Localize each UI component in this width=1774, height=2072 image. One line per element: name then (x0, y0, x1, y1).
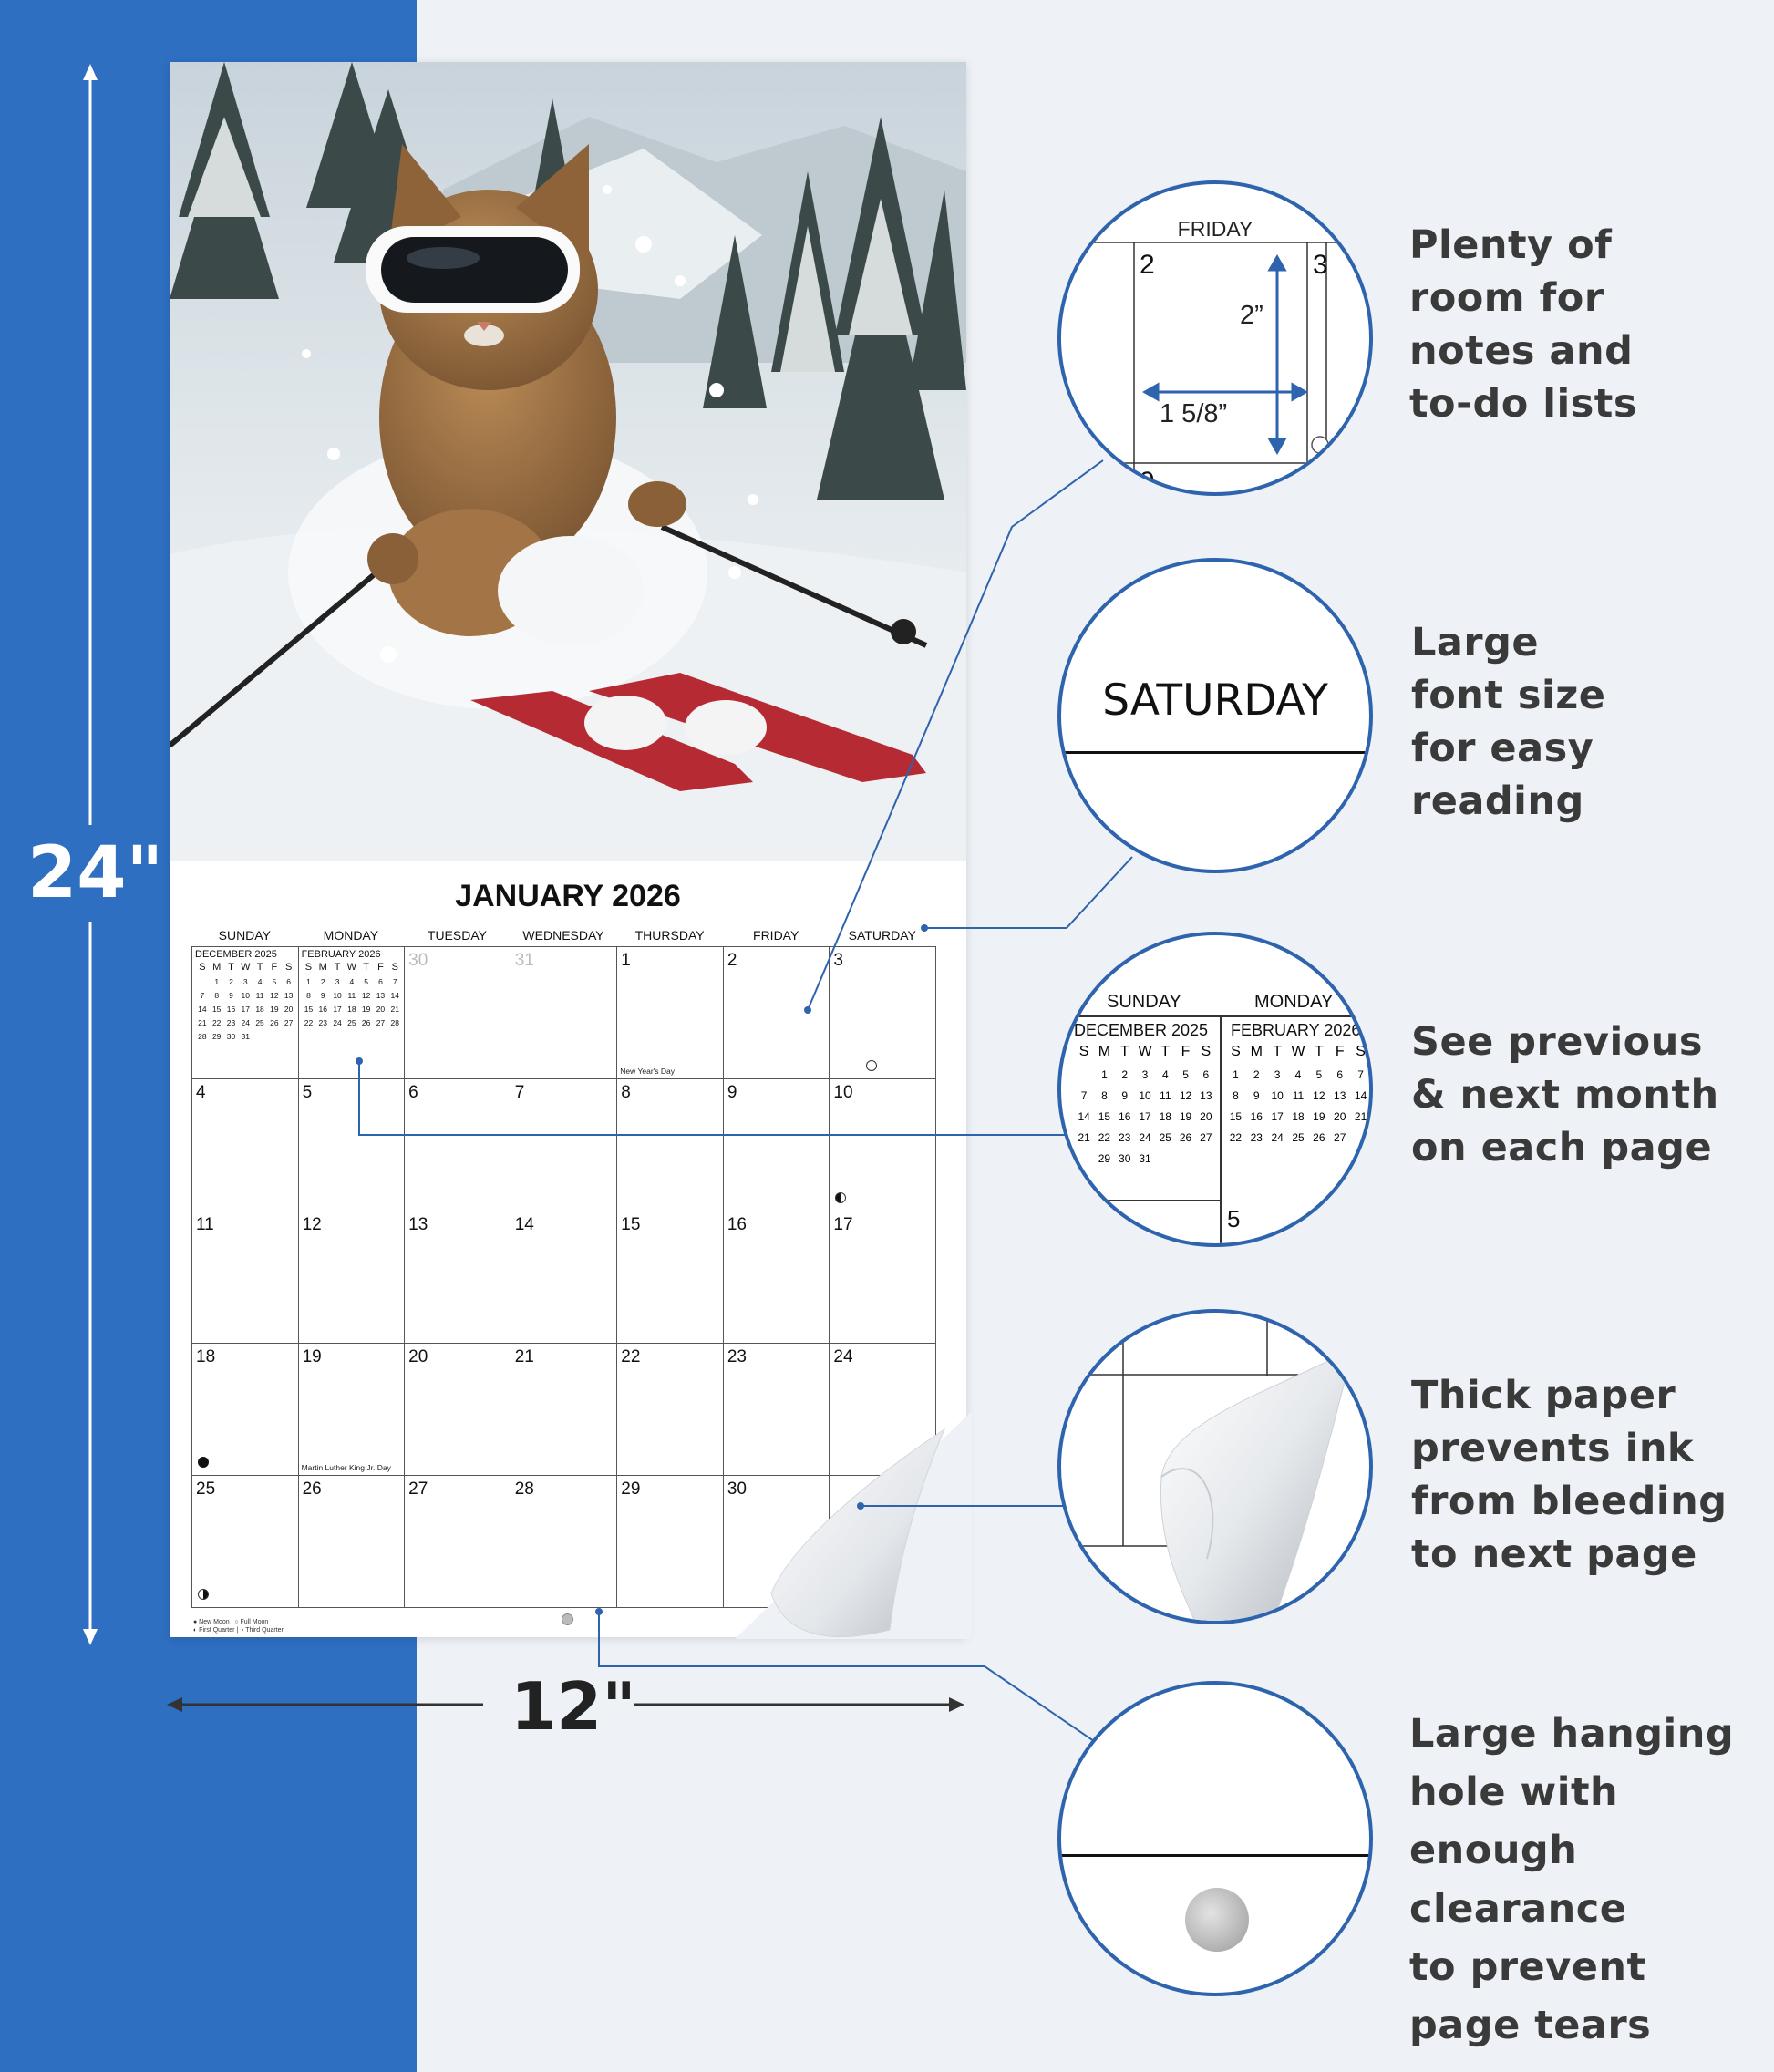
zoom-mini-day: 3 (1274, 1068, 1281, 1081)
day-cell (724, 1211, 830, 1344)
day-number: 15 (621, 1215, 641, 1234)
day-number: 13 (408, 1215, 428, 1234)
zoom-mini-day: 19 (1313, 1110, 1325, 1123)
zoom-mini-day: 3 (1141, 1068, 1149, 1081)
mini-day: 8 (306, 991, 311, 1000)
zoom-mini-day: 16 (1119, 1110, 1131, 1123)
zoom-mini-day: 20 (1334, 1110, 1346, 1123)
zoom-mini-day: 11 (1160, 1089, 1171, 1102)
zoom-mini-day: 5 (1315, 1068, 1323, 1081)
mini-weekday: W (346, 962, 357, 973)
hanging-hole (562, 1613, 573, 1625)
zoom-prev-month (1074, 1021, 1216, 1165)
zoom-weekday: T (1273, 1044, 1283, 1059)
month-title: JANUARY 2026 (455, 879, 681, 913)
mini-day: 10 (333, 991, 342, 1000)
day-cell (192, 947, 299, 1079)
day-cell (617, 1211, 724, 1344)
mini-day: 28 (198, 1032, 207, 1041)
mini-day: 23 (318, 1018, 327, 1027)
day-cell (830, 947, 936, 1079)
zoom-width-label: 1 5/8” (1160, 399, 1228, 428)
day-cell (511, 1344, 618, 1476)
day-cell (299, 1211, 406, 1344)
zoom-mini-day: 12 (1313, 1089, 1325, 1102)
feature-text: See previous & next month on each page (1411, 1019, 1719, 1170)
zoom-mini-day: 13 (1200, 1089, 1212, 1102)
zoom-mini-day: 6 (1336, 1068, 1344, 1081)
day-cell (299, 1079, 406, 1211)
zoom-day-right: MONDAY (1254, 992, 1334, 1012)
mini-day: 26 (270, 1018, 279, 1027)
weekday-header-row (191, 928, 935, 943)
zoom-rule (1061, 1015, 1369, 1017)
mini-weekday: F (271, 962, 278, 973)
day-number: 3 (833, 951, 843, 970)
mini-day: 18 (347, 1005, 356, 1014)
mini-day: 23 (226, 1018, 236, 1027)
mini-day: 27 (376, 1018, 386, 1027)
mini-day: 26 (361, 1018, 371, 1027)
day-number: 12 (302, 1215, 322, 1234)
mini-weekday: S (199, 962, 206, 973)
mini-day: 28 (390, 1018, 399, 1027)
mini-day: 25 (255, 1018, 264, 1027)
feature-large-font (1411, 616, 1605, 828)
day-number: 20 (408, 1347, 428, 1366)
mini-day: 15 (211, 1005, 222, 1014)
mini-day: 22 (211, 1018, 222, 1027)
mini-weekday: M (318, 962, 327, 973)
day-number: 27 (408, 1479, 428, 1499)
mini-day: 19 (270, 1005, 279, 1014)
feature-text: Plenty of room for notes and to-do lists (1409, 222, 1637, 427)
mini-day: 12 (361, 991, 371, 1000)
mini-month (302, 949, 403, 1027)
height-dimension-label: 24" (27, 825, 163, 922)
zoom-mini-day: 22 (1098, 1131, 1111, 1144)
zoom-mini-day: 11 (1292, 1089, 1305, 1102)
day-number: 10 (833, 1083, 853, 1102)
mini-day (267, 1032, 282, 1041)
mini-day: 7 (392, 977, 397, 986)
mini-day: 10 (241, 991, 250, 1000)
zoom-weekday: S (1201, 1044, 1212, 1059)
zoom-weekday: T (1160, 1044, 1171, 1059)
weekday-label: SATURDAY (848, 928, 916, 943)
legend-line: ● New Moon | ○ Full Moon (193, 1619, 269, 1625)
zoom-circle-font (1057, 558, 1373, 873)
zoom-mini-day: 31 (1139, 1152, 1151, 1165)
mini-day: 13 (376, 991, 386, 1000)
day-cell (192, 1079, 299, 1211)
zoom-mini-day: 23 (1119, 1131, 1131, 1144)
mini-day: 20 (376, 1005, 386, 1014)
day-cell (511, 1079, 618, 1211)
zoom-saturday-label: SATURDAY (1102, 675, 1328, 726)
zoom-weekday: S (1356, 1044, 1366, 1059)
zoom-mini-day: 26 (1313, 1131, 1325, 1144)
mini-day: 20 (284, 1005, 294, 1014)
day-cell (830, 1211, 936, 1344)
mini-month (195, 949, 296, 1041)
zoom-page-edge (1061, 1854, 1369, 1857)
mini-day: 14 (198, 1005, 207, 1014)
mini-weekday: W (241, 962, 251, 973)
mini-day: 27 (284, 1018, 294, 1027)
zoom-mini-day: 15 (1098, 1110, 1111, 1123)
day-number: 30 (727, 1479, 747, 1499)
mini-day: 11 (255, 991, 264, 1000)
zoom-mini-day: 29 (1098, 1152, 1111, 1165)
day-cell (405, 1079, 511, 1211)
day-number: 30 (408, 951, 428, 970)
day-number: 31 (514, 951, 534, 970)
mini-day: 15 (304, 1005, 314, 1014)
zoom-height-label: 2” (1240, 301, 1263, 330)
mini-day: 2 (320, 977, 325, 986)
mini-weekday: T (363, 962, 370, 973)
cat-skiing-photo (170, 62, 966, 861)
mini-day: 5 (272, 977, 277, 986)
zoom-mini-day: 10 (1139, 1089, 1151, 1102)
zoom-mini-day: 24 (1271, 1131, 1284, 1144)
day-cell (405, 1211, 511, 1344)
mini-weekday: M (212, 962, 222, 973)
mini-day: 17 (333, 1005, 342, 1014)
day-cell (617, 1476, 724, 1608)
day-cell (511, 1476, 618, 1608)
mini-weekday: T (228, 962, 234, 973)
zoom-mini-day: 12 (1179, 1089, 1192, 1102)
mini-day: 6 (378, 977, 383, 986)
zoom-mini-day (1074, 1068, 1094, 1081)
feature-prev-next-month (1411, 1015, 1719, 1174)
mini-weekday: T (256, 962, 263, 973)
zoom-weekday: T (1314, 1044, 1324, 1059)
mini-day: 3 (335, 977, 340, 986)
zoom-mini-day: 24 (1139, 1131, 1151, 1144)
zoom-mini-day: 13 (1334, 1089, 1346, 1102)
mini-day: 24 (333, 1018, 342, 1027)
mini-day: 24 (241, 1018, 250, 1027)
weekday-label: MONDAY (323, 928, 379, 943)
feature-thick-paper (1411, 1369, 1728, 1581)
mini-day: 13 (284, 991, 294, 1000)
zoom-date-a: 2 (1140, 250, 1155, 280)
zoom-mini-day: 26 (1179, 1131, 1192, 1144)
mini-day: 14 (390, 991, 399, 1000)
day-number: 26 (302, 1479, 322, 1499)
day-number: 16 (727, 1215, 747, 1234)
mini-day: 11 (347, 991, 356, 1000)
zoom-mini-day: 6 (1202, 1068, 1210, 1081)
zoom-mini-day: 16 (1250, 1110, 1263, 1123)
mini-day: 25 (347, 1018, 356, 1027)
day-number: 28 (514, 1479, 534, 1499)
mini-day: 21 (390, 1005, 399, 1014)
mini-day: 22 (304, 1018, 314, 1027)
feature-text: Thick paper prevents ink from bleeding to next page (1411, 1373, 1728, 1577)
mini-month-title: FEBRUARY 2026 (301, 949, 381, 960)
feature-text: Large font size for easy reading (1411, 620, 1606, 824)
zoom-divider (1220, 1015, 1222, 1247)
zoom-circle-box-size (1057, 180, 1373, 496)
zoom-circle-hanging-hole (1057, 1681, 1373, 1996)
zoom-mini-day (1074, 1152, 1094, 1165)
mini-day: 19 (361, 1005, 371, 1014)
weekday-label: SUNDAY (218, 928, 271, 943)
mini-day: 16 (318, 1005, 327, 1014)
day-number: 29 (621, 1479, 641, 1499)
day-number: 2 (727, 951, 737, 970)
moon-legend (193, 1618, 284, 1634)
zoom-mini-day: 18 (1292, 1110, 1305, 1123)
mini-day: 4 (349, 977, 355, 986)
mini-day: 4 (257, 977, 263, 986)
zoom-mini-day: 17 (1139, 1110, 1151, 1123)
zoom-mini-day: 4 (1161, 1068, 1169, 1081)
mini-day: 18 (255, 1005, 264, 1014)
mini-day: 3 (242, 977, 248, 986)
day-cell (405, 1476, 511, 1608)
zoom-weekday: F (1181, 1044, 1191, 1059)
mini-weekday: S (284, 962, 293, 973)
zoom-mini-day: 7 (1357, 1068, 1364, 1081)
mini-day: 30 (226, 1032, 236, 1041)
zoom-weekday: M (1098, 1044, 1111, 1059)
day-cell (830, 1079, 936, 1211)
day-number: 8 (621, 1083, 631, 1102)
zoom-mini-day: 2 (1253, 1068, 1260, 1081)
zoom-rule-b (1061, 1200, 1220, 1201)
day-cell (405, 947, 511, 1079)
zoom-mini-day: 8 (1233, 1089, 1239, 1102)
feature-text: Large hanging hole with enough clearance to prevent page tears (1409, 1711, 1735, 2048)
zoom-mini-day: 23 (1250, 1131, 1263, 1144)
zoom-mini-day: 22 (1229, 1131, 1243, 1144)
page-curl (735, 1411, 972, 1648)
zoom-date-b: 3 (1313, 250, 1328, 280)
day-number: 17 (833, 1215, 853, 1234)
feature-hanging-hole (1409, 1705, 1774, 2055)
zoom-mini-day: 30 (1119, 1152, 1131, 1165)
mini-day: 1 (306, 977, 311, 986)
holiday-label: New Year's Day (620, 1067, 676, 1076)
mini-day: 21 (198, 1018, 207, 1027)
day-number: 1 (621, 951, 631, 970)
zoom-weekday: S (1078, 1044, 1089, 1059)
day-cell (299, 1476, 406, 1608)
zoom-mini-day: 21 (1078, 1131, 1090, 1144)
zoom-weekday: F (1335, 1044, 1345, 1059)
mini-day: 1 (214, 977, 220, 986)
day-cell (299, 947, 406, 1079)
day-number: 24 (833, 1347, 853, 1366)
day-number: 14 (514, 1215, 534, 1234)
mini-day (195, 977, 210, 986)
zoom-prev-title: DECEMBER 2025 (1074, 1021, 1209, 1039)
feature-notes-room (1409, 219, 1637, 430)
day-cell (724, 947, 830, 1079)
mini-day: 6 (286, 977, 292, 986)
zoom-circle-thick-paper (1057, 1309, 1373, 1624)
mini-weekday: T (334, 962, 341, 973)
zoom-mini-day: 27 (1334, 1131, 1346, 1144)
zoom-mini-day: 9 (1121, 1089, 1129, 1102)
zoom-mini-day: 2 (1121, 1068, 1129, 1081)
day-number: 11 (196, 1215, 214, 1234)
zoom-next-title: FEBRUARY 2026 (1231, 1021, 1361, 1039)
mini-day (282, 1032, 296, 1041)
legend-line: ◐ First Quarter | ◑ Third Quarter (193, 1627, 284, 1634)
zoom-mini-day: 1 (1233, 1068, 1239, 1081)
calendar-page (170, 62, 966, 1637)
zoom-date-five: 5 (1227, 1205, 1241, 1232)
zoom-day-left: SUNDAY (1107, 992, 1181, 1012)
mini-month-days (195, 962, 296, 1041)
day-cell (192, 1211, 299, 1344)
day-number: 25 (196, 1479, 216, 1499)
mini-day: 29 (211, 1032, 222, 1041)
holiday-label: Martin Luther King Jr. Day (301, 1463, 391, 1472)
mini-day: 9 (320, 991, 325, 1000)
day-number: 19 (302, 1347, 322, 1366)
day-number: 5 (302, 1083, 313, 1102)
zoom-mini-day: 20 (1200, 1110, 1212, 1123)
zoom-mini-day: 10 (1271, 1089, 1284, 1102)
day-cell (405, 1344, 511, 1476)
mini-day: 5 (364, 977, 369, 986)
zoom-mini-day: 27 (1200, 1131, 1212, 1144)
zoom-next-month (1225, 1021, 1371, 1144)
day-cell (192, 1344, 299, 1476)
day-number: 6 (408, 1083, 418, 1102)
day-number: 9 (727, 1083, 737, 1102)
day-cell (511, 1211, 618, 1344)
moon-phase-icon (835, 1192, 846, 1203)
mini-day: 17 (241, 1005, 250, 1014)
zoom-mini-day: 25 (1159, 1131, 1171, 1144)
zoom-weekday: W (1291, 1044, 1305, 1059)
day-number: 21 (514, 1347, 534, 1366)
day-cell (299, 1344, 406, 1476)
zoom-mini-day: 5 (1182, 1068, 1189, 1081)
zoom-mini-day: 7 (1080, 1089, 1088, 1102)
moon-phase-icon (866, 1060, 877, 1071)
zoom-circle-mini-months (1057, 932, 1373, 1247)
day-cell (617, 947, 724, 1079)
zoom-mini-day: 14 (1354, 1089, 1367, 1102)
day-cell (724, 1079, 830, 1211)
zoom-mini-day: 18 (1159, 1110, 1171, 1123)
weekday-label: WEDNESDAY (522, 928, 604, 943)
mini-day: 8 (214, 991, 220, 1000)
zoom-underline (1061, 751, 1369, 754)
day-cell (617, 1344, 724, 1476)
mini-day: 2 (229, 977, 233, 986)
mini-weekday: S (391, 962, 398, 973)
mini-day: 16 (226, 1005, 236, 1014)
mini-month-title: DECEMBER 2025 (195, 949, 277, 960)
mini-day (253, 1032, 267, 1041)
mini-day: 12 (270, 991, 279, 1000)
zoom-mini-day: 9 (1253, 1089, 1260, 1102)
zoom-hole (1185, 1888, 1249, 1952)
mini-day: 31 (241, 1032, 250, 1041)
zoom-mini-day: 17 (1271, 1110, 1284, 1123)
zoom-mini-day: 8 (1101, 1089, 1108, 1102)
day-cell (192, 1476, 299, 1608)
zoom-weekday: M (1250, 1044, 1263, 1059)
zoom-weekday: S (1231, 1044, 1241, 1059)
mini-weekday: S (304, 962, 313, 973)
zoom-weekday: W (1138, 1044, 1152, 1059)
day-number: 23 (727, 1347, 747, 1366)
mini-month-days (302, 962, 403, 1027)
zoom-day-label: FRIDAY (1177, 217, 1253, 241)
zoom-mini-day: 1 (1101, 1068, 1108, 1081)
mini-day: 9 (229, 991, 233, 1000)
day-number: 18 (196, 1347, 216, 1366)
zoom-weekday: T (1119, 1044, 1129, 1059)
day-cell (617, 1079, 724, 1211)
zoom-mini-day: 25 (1292, 1131, 1305, 1144)
zoom-mini-day: 14 (1078, 1110, 1090, 1123)
day-cell (511, 947, 618, 1079)
zoom-mini-day: 21 (1354, 1110, 1367, 1123)
zoom-mini-day: 15 (1229, 1110, 1243, 1123)
moon-phase-icon (198, 1457, 209, 1468)
zoom-mini-day: 19 (1179, 1110, 1192, 1123)
mini-weekday: F (377, 962, 384, 973)
weekday-label: THURSDAY (634, 928, 705, 943)
zoom-date-c: 9 (1140, 467, 1155, 496)
weekday-label: FRIDAY (753, 928, 799, 943)
zoom-mini-day: 4 (1294, 1068, 1302, 1081)
day-number: 22 (621, 1347, 641, 1366)
moon-phase-icon (198, 1589, 209, 1600)
width-dimension-label: 12" (511, 1668, 636, 1745)
day-number: 7 (514, 1083, 525, 1102)
weekday-label: TUESDAY (427, 928, 487, 943)
day-number: 4 (196, 1083, 206, 1102)
mini-day: 7 (200, 991, 205, 1000)
